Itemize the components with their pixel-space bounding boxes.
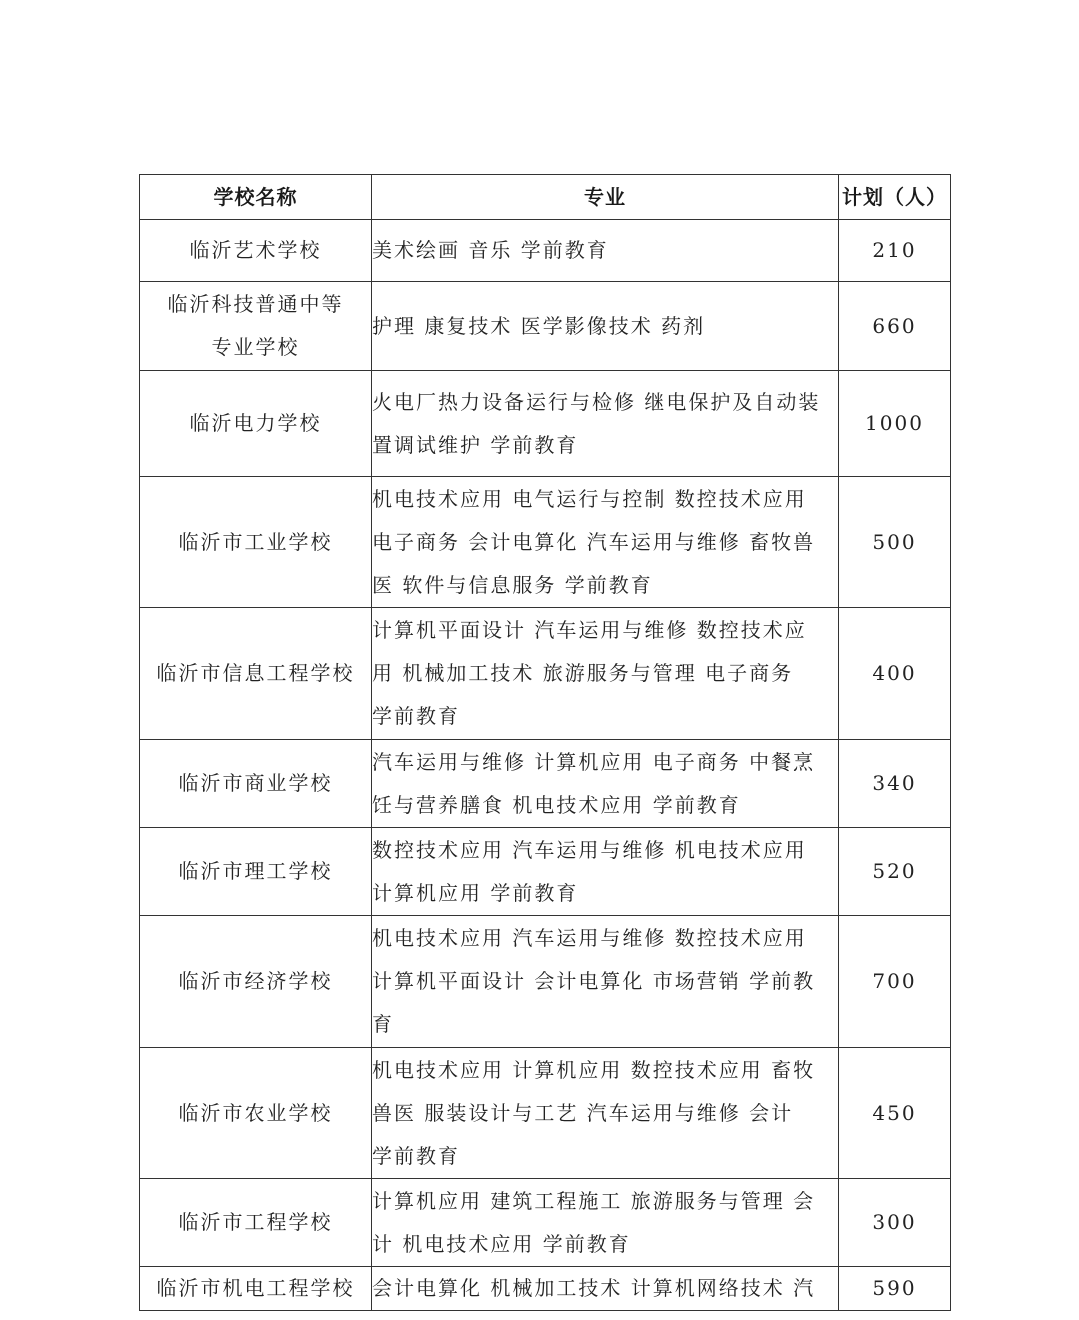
table-row <box>140 1179 951 1267</box>
table-row <box>140 1048 951 1179</box>
cell-plan-count: 700 <box>839 916 951 1048</box>
table-row <box>140 1267 951 1311</box>
school-name-line: 临沂市工业学校 <box>178 529 333 554</box>
major-line: 会计电算化 机械加工技术 计算机网络技术 汽 <box>372 1276 816 1300</box>
school-name-line: 临沂艺术学校 <box>189 238 322 262</box>
major-line: 护理 康复技术 医学影像技术 药剂 <box>372 313 706 338</box>
header-school-name: 学校名称 <box>140 175 372 220</box>
cell-plan-count: 1000 <box>839 371 951 477</box>
cell-plan-count: 590 <box>839 1267 951 1311</box>
table-header-row <box>140 175 951 220</box>
school-name-line: 临沂市工程学校 <box>178 1210 333 1234</box>
cell-majors <box>372 371 839 477</box>
major-line: 学前教育 <box>372 704 460 728</box>
school-name-line: 专业学校 <box>211 335 300 359</box>
cell-school-name <box>140 1179 372 1267</box>
major-line: 用 机械加工技术 旅游服务与管理 电子商务 <box>372 661 794 685</box>
cell-school-name <box>140 282 372 371</box>
cell-majors <box>372 1179 839 1267</box>
major-line: 汽车运用与维修 计算机应用 电子商务 中餐烹 <box>372 749 816 774</box>
enrollment-plan-table <box>139 174 951 1311</box>
table-row <box>140 371 951 477</box>
cell-plan-count: 400 <box>839 608 951 740</box>
major-line: 火电厂热力设备运行与检修 继电保护及自动装 <box>372 389 821 414</box>
cell-majors <box>372 220 839 282</box>
cell-school-name <box>140 220 372 282</box>
cell-school-name <box>140 740 372 828</box>
major-line: 育 <box>372 1012 394 1036</box>
school-name-line: 临沂市商业学校 <box>178 771 333 795</box>
header-plan: 计划（人） <box>839 175 951 220</box>
school-name-line: 临沂科技普通中等 <box>167 292 344 316</box>
major-line: 机电技术应用 计算机应用 数控技术应用 畜牧 <box>372 1057 816 1082</box>
cell-plan-count: 300 <box>839 1179 951 1267</box>
school-name-line: 临沂市机电工程学校 <box>156 1276 355 1300</box>
major-line: 计 机电技术应用 学前教育 <box>372 1231 631 1256</box>
cell-majors <box>372 608 839 740</box>
major-line: 计算机平面设计 会计电算化 市场营销 学前教 <box>372 969 816 993</box>
cell-plan-count: 340 <box>839 740 951 828</box>
table-row <box>140 740 951 828</box>
cell-plan-count: 450 <box>839 1048 951 1179</box>
major-line: 计算机应用 建筑工程施工 旅游服务与管理 会 <box>372 1188 816 1213</box>
major-line: 机电技术应用 电气运行与控制 数控技术应用 <box>372 486 807 511</box>
cell-majors <box>372 916 839 1048</box>
table-row <box>140 220 951 282</box>
table-row <box>140 282 951 371</box>
school-name-line: 临沂市经济学校 <box>178 969 333 993</box>
major-line: 电子商务 会计电算化 汽车运用与维修 畜牧兽 <box>372 529 816 554</box>
school-name-line: 临沂市农业学校 <box>178 1100 333 1125</box>
school-name-line: 临沂市理工学校 <box>178 859 333 883</box>
cell-plan-count: 210 <box>839 220 951 282</box>
major-line: 医 软件与信息服务 学前教育 <box>372 572 653 597</box>
table-row <box>140 608 951 740</box>
cell-school-name <box>140 1048 372 1179</box>
cell-plan-count: 660 <box>839 282 951 371</box>
school-name-line: 临沂市信息工程学校 <box>156 661 355 685</box>
cell-school-name <box>140 828 372 916</box>
major-line: 数控技术应用 汽车运用与维修 机电技术应用 <box>372 837 807 862</box>
table-row <box>140 916 951 1048</box>
cell-school-name <box>140 916 372 1048</box>
major-line: 计算机平面设计 汽车运用与维修 数控技术应 <box>372 618 807 642</box>
cell-majors <box>372 740 839 828</box>
header-major: 专业 <box>372 175 839 220</box>
cell-majors <box>372 1267 839 1311</box>
cell-plan-count: 520 <box>839 828 951 916</box>
major-line: 学前教育 <box>372 1143 460 1168</box>
major-line: 置调试维护 学前教育 <box>372 432 579 457</box>
table-row <box>140 828 951 916</box>
cell-majors <box>372 282 839 371</box>
cell-plan-count: 500 <box>839 477 951 608</box>
major-line: 计算机应用 学前教育 <box>372 880 579 905</box>
major-line: 机电技术应用 汽车运用与维修 数控技术应用 <box>372 926 807 950</box>
major-line: 饪与营养膳食 机电技术应用 学前教育 <box>372 792 741 817</box>
cell-majors <box>372 477 839 608</box>
cell-majors <box>372 1048 839 1179</box>
cell-school-name <box>140 477 372 608</box>
cell-school-name <box>140 608 372 740</box>
school-name-line: 临沂电力学校 <box>189 411 322 435</box>
cell-majors <box>372 828 839 916</box>
major-line: 兽医 服装设计与工艺 汽车运用与维修 会计 <box>372 1100 794 1125</box>
cell-school-name <box>140 371 372 477</box>
cell-school-name <box>140 1267 372 1311</box>
table-body <box>140 220 951 1311</box>
major-line: 美术绘画 音乐 学前教育 <box>372 238 609 262</box>
table-row <box>140 477 951 608</box>
